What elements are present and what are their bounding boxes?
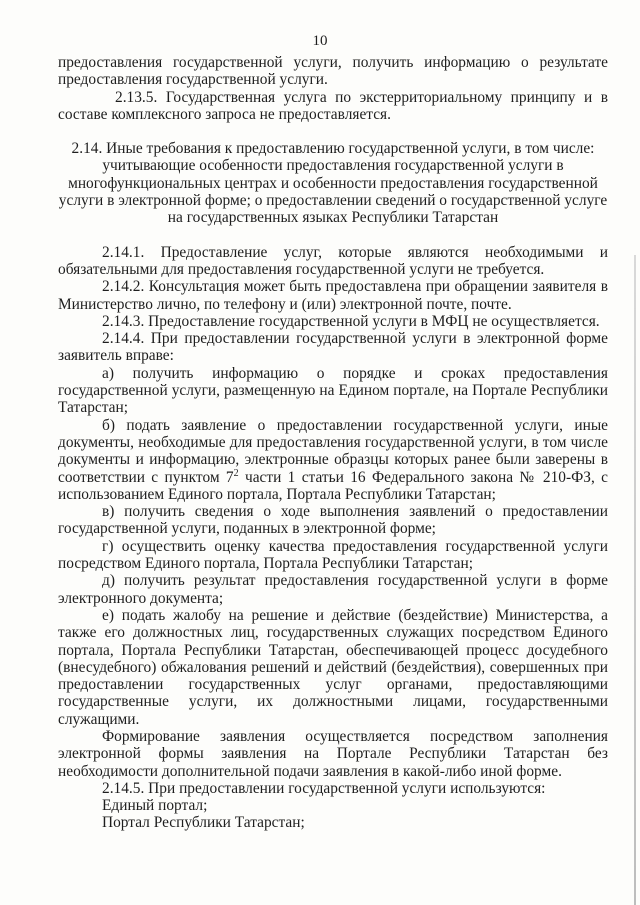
paragraph-2-14-5: 2.14.5. При предоставлении государственной услуги используются: (102, 779, 546, 797)
superscript-2: 2 (233, 467, 239, 479)
scan-edge-shadow (634, 255, 636, 905)
list-item-b-text: б) подать заявление о предоставлении государственной услуги, иные документы, необходимые для предоставления государственной услуги, в том числе документы и информацию, электронные образцы которых ранее были заверены в соответствии с пунктом 7 (58, 416, 608, 486)
list-item-g: г) осуществить оценку качества предоставления государственной услуги посредством Единого портала, Портала Республики Татарстан; (58, 537, 608, 573)
page-number: 10 (312, 33, 328, 49)
document-body (58, 54, 608, 832)
paragraph-formirovanie: Формирование заявления осуществляется посредством заполнения электронной формы заявления на Портале Республики Татарстан без необходимости дополнительной подачи заявления в какой-либо иной форме. (58, 727, 608, 780)
section-heading-2-14: 2.14. Иные требования к предоставлению государственной услуги, в том числе: учитывающие особенности предоставления государственной услуги в многофункциональных центрах и особенности предоставления государственной услуги в электронной форме; о предоставлении сведений о государственной услуге на государственных языках Республики Татарстан (58, 140, 608, 227)
list-item-edinyi-portal: Единый портал; (102, 797, 208, 815)
list-item-b (58, 417, 608, 503)
list-item-d: д) получить результат предоставления государственной услуги в форме электронного документа; (58, 572, 608, 607)
paragraph-2-14-2: 2.14.2. Консультация может быть предоставлена при обращении заявителя в Министерство лично, по телефону и (или) электронной почте, почте. (58, 278, 608, 313)
list-item-v: в) получить сведения о ходе выполнения заявлений о предоставлении государственной услуги, поданных в электронной форме; (58, 503, 608, 538)
paragraph-2-14-4: 2.14.4. При предоставлении государственной услуги в электронной форме заявитель вправе: (58, 330, 608, 365)
paragraph-continuation: предоставления государственной услуги, получить информацию о результате предоставления государственной услуги. (58, 54, 608, 89)
list-item-a: а) получить информацию о порядке и сроках предоставления государственной услуги, размещенную на Едином портале, на Портале Республики Татарстан; (58, 364, 608, 417)
list-item-e: е) подать жалобу на решение и действие (бездействие) Министерства, а также его должностных лиц, государственных служащих посредством Единого портала, Портала Республики Татарстан, обеспечивающей процесс досудебного (внесудебного) обжалования решений и действий (бездействия), совершенных при предоставлении государственных услуг органами, предоставляющими государственные услуги, их должностными лицами, государственными служащими. (58, 606, 608, 728)
list-item-b-text-end: части 1 статьи 16 Федерального закона № 210-ФЗ, с использованием Единого портала, Портала Республики Татарстан; (58, 468, 608, 503)
paragraph-2-14-3: 2.14.3. Предоставление государственной услуги в МФЦ не осуществляется. (102, 312, 600, 330)
list-item-portal-rt: Портал Республики Татарстан; (102, 814, 305, 832)
paragraph-2-14-1: 2.14.1. Предоставление услуг, которые являются необходимыми и обязательными для предоставления государственной услуги не требуется. (58, 243, 608, 278)
paragraph-2-13-5: 2.13.5. Государственная услуга по экстерриториальному принципу и в составе комплексного запроса не предоставляется. (58, 88, 608, 123)
